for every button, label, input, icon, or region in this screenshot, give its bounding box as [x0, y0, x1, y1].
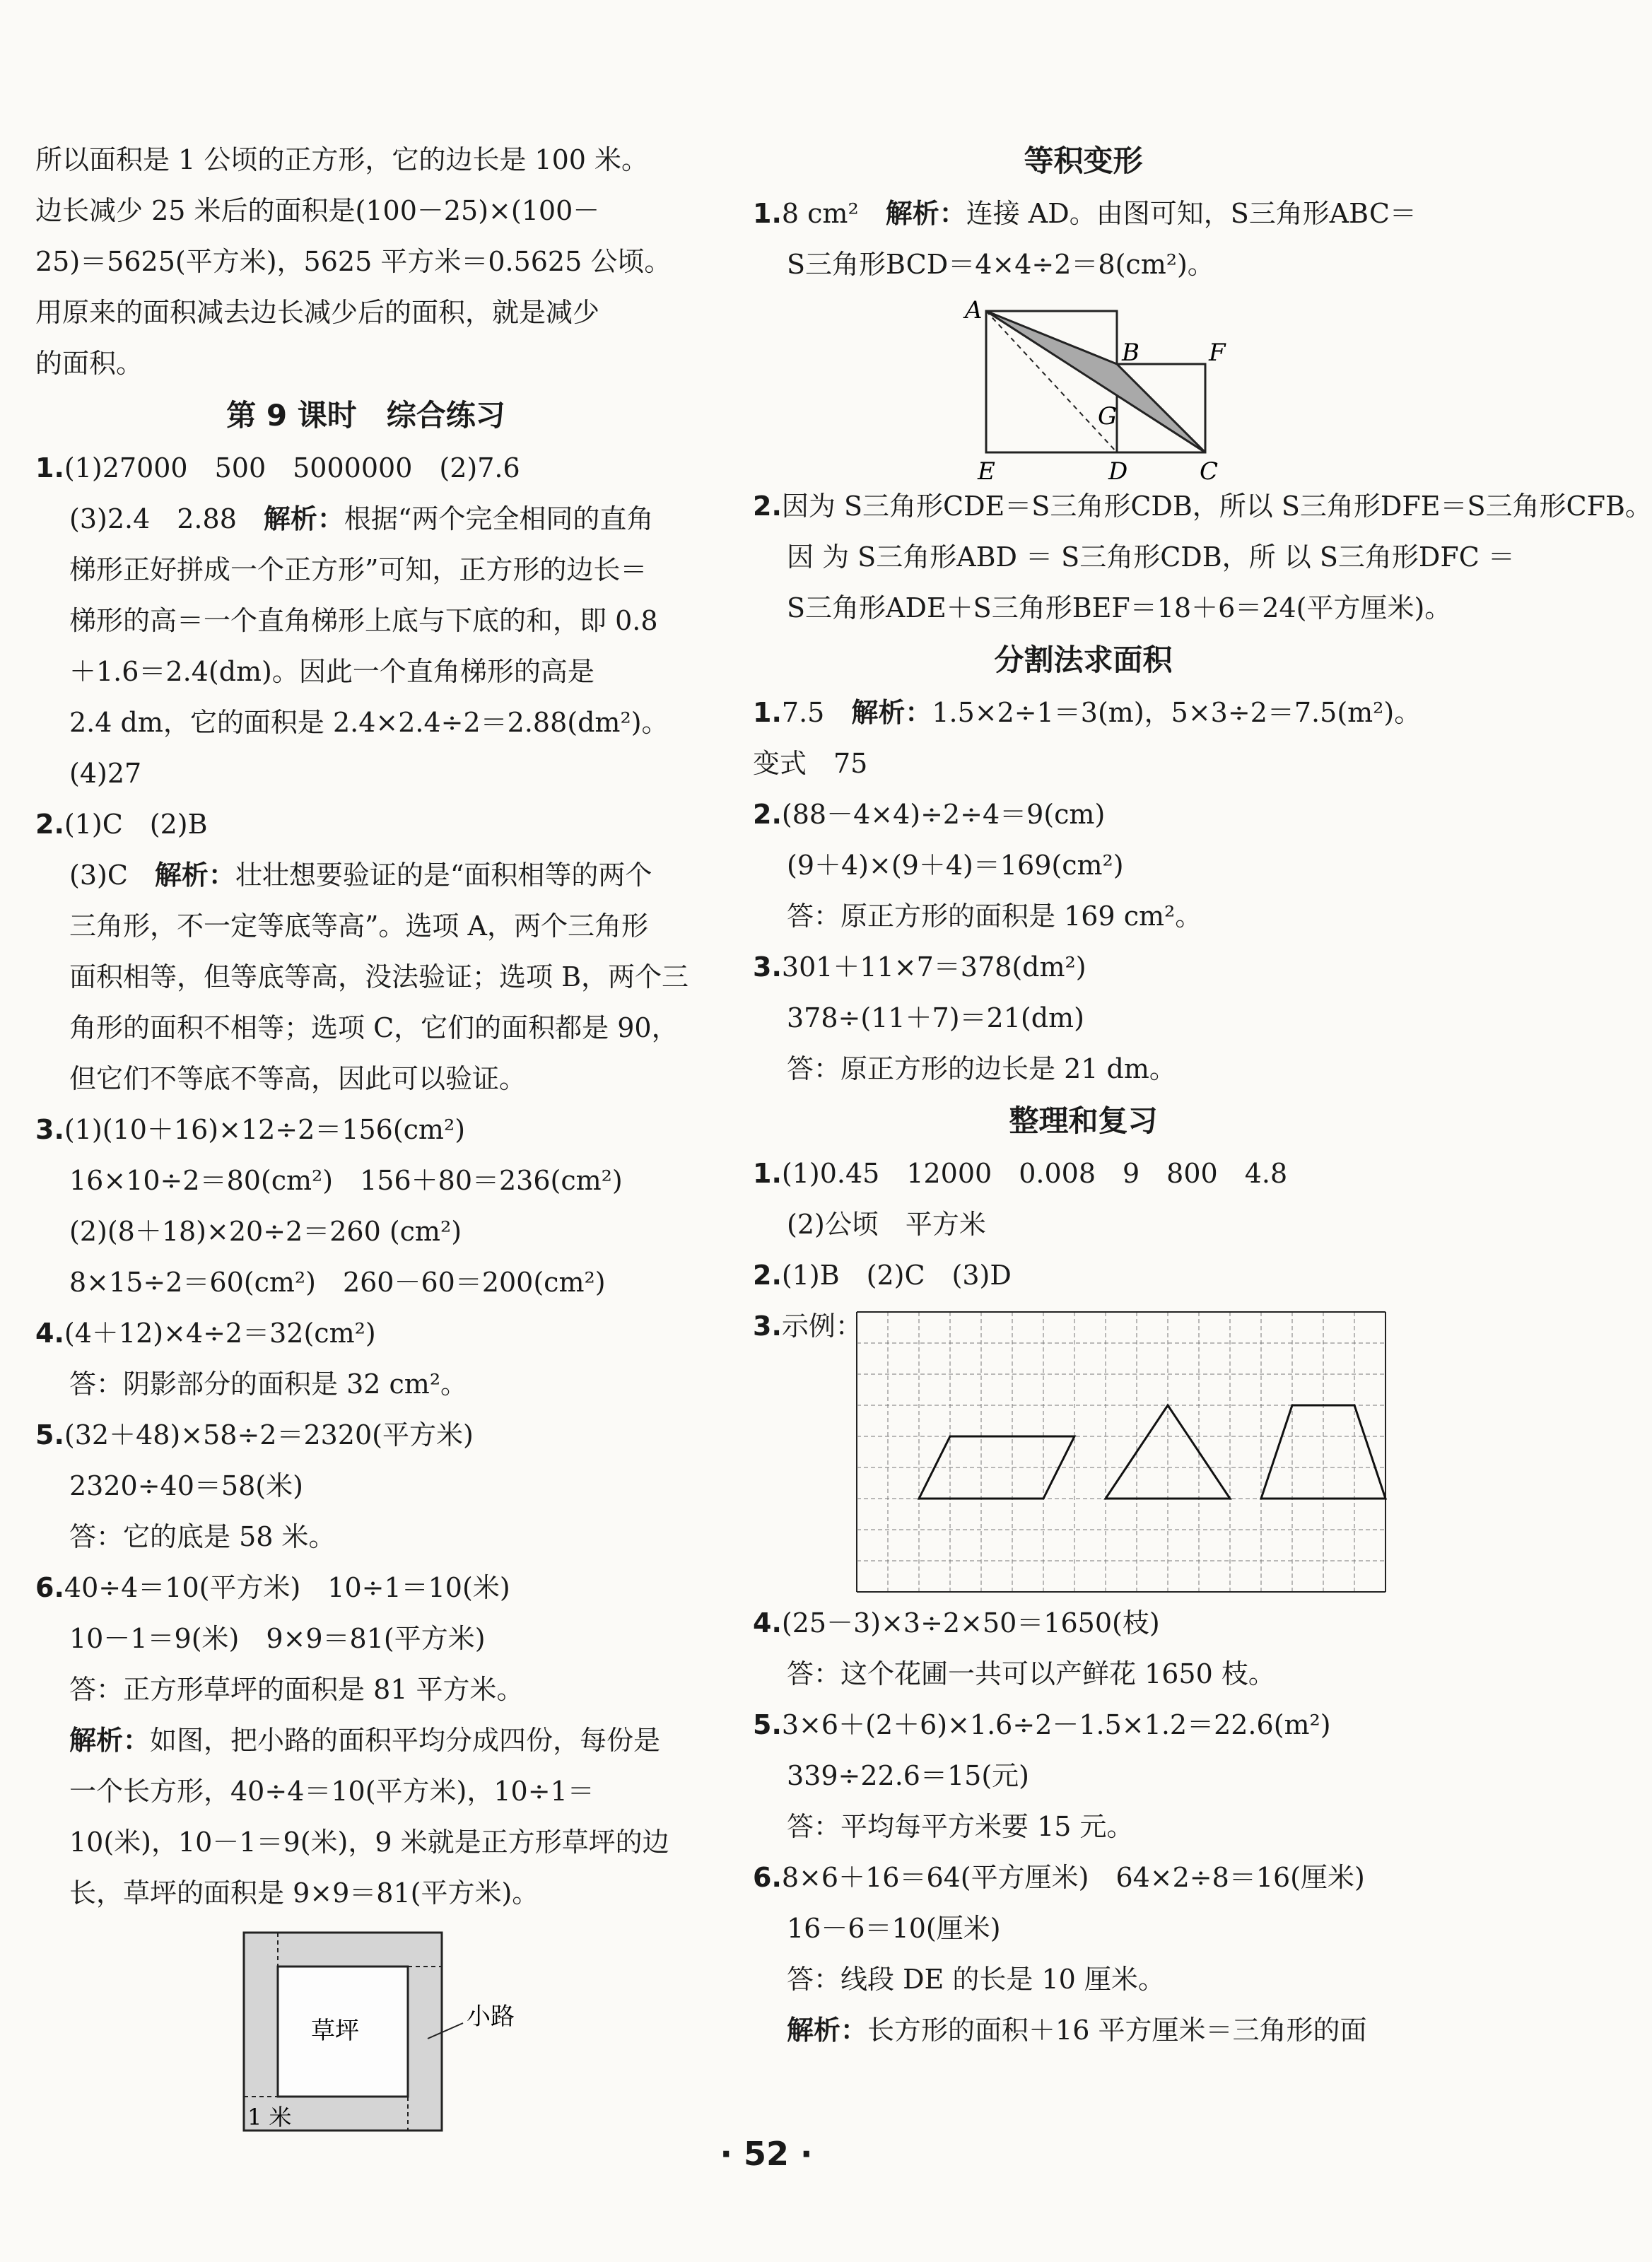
answer-line [753, 1699, 1414, 1750]
answer-text: 3×6＋(2＋6)×1.6÷2－1.5×1.2＝22.6(m²) [781, 1709, 1331, 1740]
question-number: 1. [753, 198, 782, 229]
answer-text: 因为 S三角形CDE＝S三角形CDB，所以 S三角形DFE＝S三角形CFB。 [781, 491, 1652, 522]
text-line: 答：线段 DE 的长是 10 厘米。 [787, 1964, 1165, 1995]
answer-text: 8 cm² [781, 198, 886, 229]
text-line: 面积相等，但等底等高，没法验证；选项 B，两个三 [69, 961, 689, 992]
answer-text: (1)(10＋16)×12÷2＝156(cm²) [64, 1114, 466, 1145]
text-line: 答：原正方形的边长是 21 dm。 [787, 1053, 1176, 1084]
answer-text: 1.5×2÷1＝3(m)，5×3÷2＝7.5(m²)。 [932, 697, 1422, 728]
section-title: 第 9 课时 综合练习 [226, 398, 505, 433]
text-line: (2)(8＋18)×20÷2＝260 (cm²) [69, 1216, 462, 1247]
answer-line [35, 1410, 696, 1460]
point-label: E [978, 457, 995, 486]
text-line: 变式 75 [753, 748, 868, 779]
answer-line [753, 687, 1422, 738]
answer-line [753, 789, 1414, 840]
text-line: 答：平均每平方米要 15 元。 [787, 1811, 1134, 1842]
question-number: 2. [753, 799, 782, 830]
analysis-label: 解析： [787, 2015, 868, 2046]
answer-text: 301＋11×7＝378(dm²) [781, 951, 1086, 983]
question-number: 4. [753, 1607, 782, 1639]
text-line: 但它们不等底不等高，因此可以验证。 [69, 1063, 527, 1094]
text-line: 16×10÷2＝80(cm²) 156＋80＝236(cm²) [69, 1165, 623, 1196]
answer-line [35, 1562, 696, 1613]
text-line: 用原来的面积减去边长减少后的面积，就是减少 [35, 297, 600, 328]
question-number: 3. [753, 1311, 782, 1342]
equal-area-figure [753, 290, 1414, 486]
answer-line [35, 850, 696, 901]
answer-text: (1)C (2)B [64, 809, 208, 840]
question-number: 6. [753, 1862, 782, 1893]
text-line: 梯形的高＝一个直角梯形上底与下底的和，即 0.8 [69, 605, 658, 636]
answer-text: 长方形的面积＋16 平方厘米＝三角形的面 [867, 2015, 1367, 2046]
text-line: S三角形ADE＋S三角形BEF＝18＋6＝24(平方厘米)。 [787, 592, 1452, 623]
question-number: 3. [753, 951, 782, 983]
text-line: (4)27 [69, 758, 142, 789]
section-title: 等积变形 [1024, 143, 1143, 178]
answer-text: (3)2.4 2.88 [69, 503, 264, 534]
right-column [753, 134, 1652, 2056]
text-line: 答：这个花圃一共可以产鲜花 1650 枝。 [787, 1658, 1275, 1689]
answer-text: (32＋48)×58÷2＝2320(平方米) [64, 1419, 474, 1451]
text-line: 答：正方形草坪的面积是 81 平方米。 [69, 1674, 524, 1705]
answer-text: 连接 AD。由图可知，S三角形ABC＝ [966, 198, 1417, 229]
text-line: 所以面积是 1 公顷的正方形，它的边长是 100 米。 [35, 144, 649, 175]
lawn-label: 草坪 [311, 2017, 359, 2045]
answer-line [753, 1250, 1414, 1301]
text-line: S三角形BCD＝4×4÷2＝8(cm²)。 [787, 249, 1214, 280]
question-number: 3. [35, 1114, 64, 1145]
question-number: 2. [35, 809, 64, 840]
example-label: 示例： [781, 1311, 862, 1342]
point-label: C [1200, 457, 1219, 486]
point-label: F [1209, 339, 1226, 367]
text-line: 梯形正好拼成一个正方形”可知，正方形的边长＝ [69, 554, 648, 585]
text-line: 答：它的底是 58 米。 [69, 1521, 336, 1552]
meter-label: 1 米 [247, 2104, 292, 2131]
left-column [35, 134, 696, 2152]
answer-line [35, 443, 696, 493]
answer-text: (1)0.45 12000 0.008 9 800 4.8 [781, 1158, 1288, 1189]
shaded-triangle [986, 311, 1205, 452]
answer-line [753, 2005, 1414, 2056]
section-title: 整理和复习 [1009, 1103, 1158, 1138]
answer-line [35, 799, 696, 850]
answer-text: (3)C [69, 860, 155, 891]
section-title: 分割法求面积 [994, 643, 1173, 677]
square-grid [855, 1311, 1393, 1593]
answer-line [35, 1715, 696, 1766]
point-label: A [965, 296, 983, 324]
answer-line [753, 1301, 862, 1352]
text-line: 339÷22.6＝15(元) [787, 1760, 1029, 1791]
text-line: ＋1.6＝2.4(dm)。因此一个直角梯形的高是 [69, 656, 594, 687]
answer-text: (4＋12)×4÷2＝32(cm²) [64, 1318, 376, 1349]
grid-figure [753, 1301, 1414, 1598]
answer-text: (88－4×4)÷2÷4＝9(cm) [781, 799, 1106, 830]
answer-line [753, 1598, 1414, 1648]
answer-line [35, 1308, 696, 1359]
point-label: B [1122, 339, 1140, 367]
triangle-diagram [753, 290, 1414, 486]
path-label: 小路 [467, 2003, 515, 2031]
text-line: 2.4 dm，它的面积是 2.4×2.4÷2＝2.88(dm²)。 [69, 707, 669, 738]
point-label: D [1108, 457, 1128, 486]
answer-text: 根据“两个完全相同的直角 [344, 503, 654, 534]
text-line: 三角形，不一定等底等高”。选项 A，两个三角形 [69, 910, 648, 942]
answer-line [753, 1852, 1414, 1903]
answer-line [35, 1104, 696, 1155]
question-number: 2. [753, 1260, 782, 1291]
answer-text: 40÷4＝10(平方米) 10÷1＝10(米) [64, 1572, 510, 1603]
text-line: 一个长方形，40÷4＝10(平方米)，10÷1＝ [69, 1776, 594, 1807]
page-number: · 52 · [720, 2135, 813, 2173]
answer-text: (1)B (2)C (3)D [781, 1260, 1012, 1291]
text-line: 边长减少 25 米后的面积是(100－25)×(100－ [35, 195, 600, 226]
text-line: 378÷(11＋7)＝21(dm) [787, 1002, 1084, 1033]
question-number: 5. [35, 1419, 64, 1451]
text-line: 16－6＝10(厘米) [787, 1913, 1001, 1944]
analysis-label: 解析： [263, 503, 344, 534]
lawn-path-figure [35, 1918, 696, 2152]
analysis-label: 解析： [154, 860, 235, 891]
text-line: (9＋4)×(9＋4)＝169(cm²) [787, 850, 1124, 881]
question-number: 1. [35, 452, 64, 484]
answer-line [753, 481, 1652, 532]
question-number: 1. [753, 1158, 782, 1189]
answer-line [35, 493, 696, 544]
text-line: 答：原正方形的面积是 169 cm²。 [787, 901, 1202, 932]
text-line: 8×15÷2＝60(cm²) 260－60＝200(cm²) [69, 1267, 606, 1298]
text-line: 角形的面积不相等；选项 C，它们的面积都是 90， [69, 1012, 679, 1043]
question-number: 2. [753, 491, 782, 522]
analysis-label: 解析： [851, 697, 932, 728]
text-line: 答：阴影部分的面积是 32 cm²。 [69, 1369, 468, 1400]
answer-line [753, 1148, 1414, 1199]
text-line: 长，草坪的面积是 9×9＝81(平方米)。 [69, 1877, 539, 1909]
answer-line [753, 942, 1414, 992]
question-number: 6. [35, 1572, 64, 1603]
answer-text: 壮壮想要验证的是“面积相等的两个 [235, 860, 652, 891]
text-line: 25)＝5625(平方米)，5625 平方米＝0.5625 公顷。 [35, 246, 672, 277]
answer-text: (1)27000 500 5000000 (2)7.6 [64, 452, 520, 484]
answer-text: 7.5 [781, 697, 852, 728]
text-line: 10－1＝9(米) 9×9＝81(平方米) [69, 1623, 486, 1654]
question-number: 5. [753, 1709, 782, 1740]
answer-text: 如图，把小路的面积平均分成四份，每份是 [150, 1725, 661, 1756]
analysis-label: 解析： [69, 1725, 151, 1756]
text-line: 的面积。 [35, 348, 143, 379]
answer-line [753, 188, 1417, 239]
text-line: 2320÷40＝58(米) [69, 1470, 303, 1501]
point-label: G [1098, 402, 1118, 430]
question-number: 4. [35, 1318, 64, 1349]
answer-text: (25－3)×3÷2×50＝1650(枝) [781, 1607, 1160, 1639]
question-number: 1. [753, 697, 782, 728]
text-line: (2)公顷 平方米 [787, 1209, 986, 1240]
answer-text: 8×6＋16＝64(平方厘米) 64×2÷8＝16(厘米) [781, 1862, 1365, 1893]
text-line: 10(米)，10－1＝9(米)，9 米就是正方形草坪的边 [69, 1827, 669, 1858]
analysis-label: 解析： [885, 198, 966, 229]
text-line: 因 为 S三角形ABD ＝ S三角形CDB，所 以 S三角形DFC ＝ [787, 541, 1515, 573]
lawn-diagram [35, 1918, 696, 2152]
